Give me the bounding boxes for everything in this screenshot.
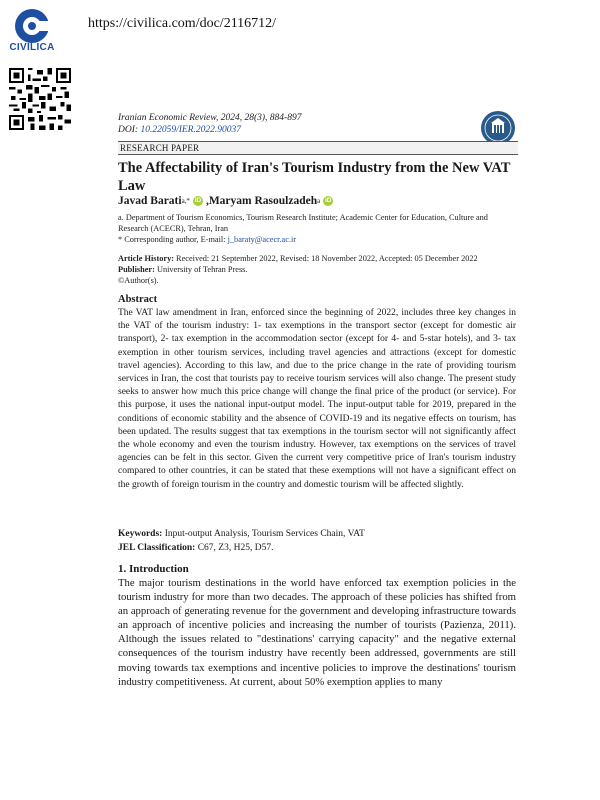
article-history	[118, 253, 518, 264]
logo-text: CIVILICA	[9, 42, 55, 53]
history-dates: Received: 21 September 2022, Revised: 18 November 2022, Accepted: 05 December 2022	[173, 254, 478, 263]
author-email-link[interactable]: j_baraty@acecr.ac.ir	[227, 235, 297, 244]
publisher-name: University of Tehran Press.	[154, 265, 248, 274]
document-url-link[interactable]: https://civilica.com/doc/2116712/	[88, 16, 277, 31]
jel-label: JEL Classification:	[118, 543, 196, 553]
introduction-text: The major tourism destinations in the world have enforced tax exemption policies in the tourism industry for more than two decades. The approach of these policies has shifted from an approach of generating revenue for the government and developing infrastructure towards an approach of incentive policies and increasing the number of tourists (Pazienza, 2011). Although the issues related to "destinations' carrying capacity" and the negative external consequences of the tourism industry have recently been addressed, governments are still moving towards tax exemptions and incentive policies to improve the destinations' tourism industry competitiveness. At current, about 50% exemption applies to many	[118, 577, 516, 688]
orcid-icon[interactable]: iD	[194, 197, 202, 204]
affiliation-a: a. Department of Tourism Economics, Tourism Research Institute; Academic Center for Education, Culture and Research (ACECR), Tehran, Iran	[118, 213, 488, 233]
article-meta	[118, 253, 518, 286]
corresponding-label: * Corresponding author, E-mail:	[118, 235, 228, 244]
doi-line	[118, 124, 301, 136]
keywords-line	[118, 528, 516, 541]
abstract-text: The VAT law amendment in Iran, enforced since the beginning of 2022, includes three key changes in the VAT of the tourism industry: 1- tax exemptions in the transport sector (except for domestic air transport), 2- tax exemption in the accommodation sector (except for 4- and 5-star hotels), and 3- tax exemption in other tourism services, including travel agencies and attractions (except for domestic travel agencies). According to this law, and due to the price change in the rate of providing tourism services in Iran, the cost that tourists pay to receive tourism services will also change. The present study seeks to answer how much this price change will change the final price of the product (or service). For this purpose, it uses the national input-output model. The input-output table for 2019, prepared in the conditions of economic stability and the absence of COVID-19 and its negative effects on tourism, has been updated. The results suggest that tax exemptions in the tourism sector will not significantly affect the whole economy and even the tourism industry. However, tax exemptions on the services of travel agencies can be felt in this sector. Given the current very competitive price of Iran's tourism industry compared to other countries, it can be stated that these exemptions will not have a significant effect on the growth of foreign tourism in the country and domestic tourism will be affected slightly.	[118, 308, 516, 490]
article-type-banner: RESEARCH PAPER	[118, 141, 518, 155]
history-label: Article History:	[118, 254, 174, 263]
citation-line: Iranian Economic Review, 2024, 28(3), 884-897	[118, 113, 302, 123]
affiliations	[118, 212, 518, 245]
corresponding-author	[118, 234, 518, 245]
paper-title: The Affectability of Iran's Tourism Industry from the New VAT Law	[118, 160, 511, 194]
copyright-line: ©Author(s).	[118, 276, 159, 285]
author-line	[118, 195, 336, 207]
introduction-heading: 1. Introduction	[118, 563, 189, 575]
publisher-line	[118, 264, 518, 275]
qr-code-icon[interactable]	[9, 68, 71, 130]
author-superscript: a	[317, 197, 321, 205]
doi-link[interactable]: 10.22059/IER.2022.90037	[140, 125, 241, 135]
jel-line	[118, 542, 516, 555]
author-superscript: a,*	[181, 197, 190, 205]
author-separator: ,	[205, 195, 209, 207]
journal-citation	[118, 112, 301, 136]
orcid-icon[interactable]: iD	[324, 197, 332, 204]
author-name: Javad Barati	[118, 195, 182, 207]
keywords-text: Input-output Analysis, Tourism Services Chain, VAT	[162, 529, 365, 539]
author-name: Maryam Rasoulzadeh	[208, 195, 318, 207]
jel-text: C67, Z3, H25, D57.	[195, 543, 274, 553]
publisher-label: Publisher:	[118, 265, 155, 274]
keywords-label: Keywords:	[118, 529, 163, 539]
abstract-heading: Abstract	[118, 294, 158, 305]
doi-label: DOI:	[118, 125, 141, 135]
